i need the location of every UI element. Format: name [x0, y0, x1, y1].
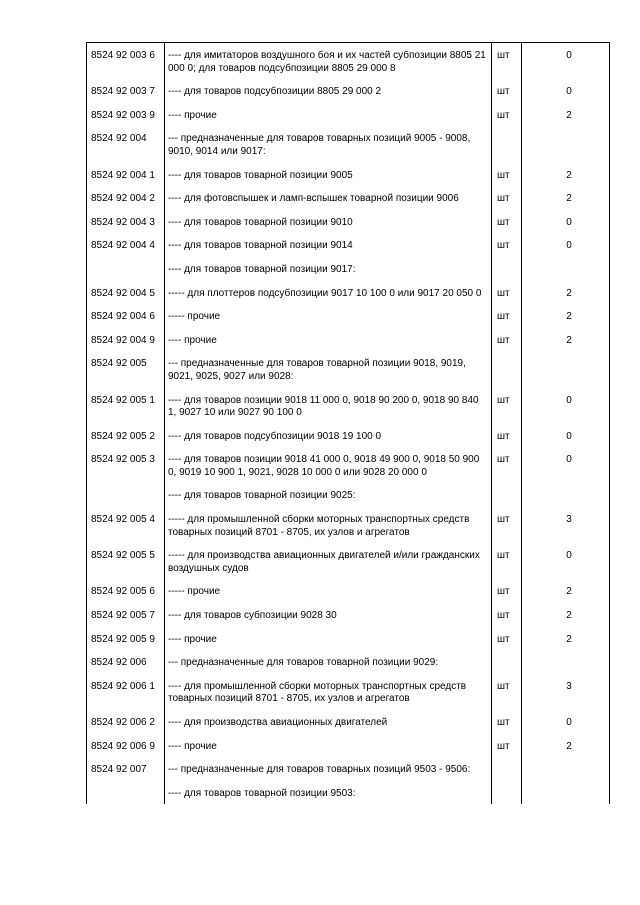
- tariff-code-cell: 8524 92 004 4: [87, 233, 165, 257]
- tariff-code-cell: 8524 92 006 1: [87, 674, 165, 710]
- tariff-code-cell: 8524 92 005 1: [87, 388, 165, 424]
- duty-rate-cell: [522, 650, 610, 674]
- table-row: [87, 186, 610, 210]
- duty-rate-cell: 2: [522, 734, 610, 758]
- table-row: [87, 233, 610, 257]
- table-row: [87, 627, 610, 651]
- table-row: [87, 757, 610, 781]
- tariff-code-cell: 8524 92 004: [87, 126, 165, 162]
- duty-rate-cell: [522, 781, 610, 805]
- unit-cell: [492, 483, 522, 507]
- tariff-code-cell: [87, 781, 165, 805]
- description-cell: ---- для товаров товарной позиции 9017:: [165, 257, 492, 281]
- duty-rate-cell: 2: [522, 328, 610, 352]
- tariff-table-body: [87, 43, 610, 805]
- duty-rate-cell: 0: [522, 79, 610, 103]
- tariff-code-cell: 8524 92 005 7: [87, 603, 165, 627]
- unit-cell: шт: [492, 603, 522, 627]
- unit-cell: шт: [492, 424, 522, 448]
- duty-rate-cell: [522, 483, 610, 507]
- unit-cell: шт: [492, 627, 522, 651]
- description-cell: ---- для имитаторов воздушного боя и их частей субпозиции 8805 21 000 0; для товаров подсубпозиции 8805 29 000 8: [165, 43, 492, 80]
- description-cell: ---- прочие: [165, 328, 492, 352]
- tariff-code-cell: [87, 257, 165, 281]
- description-cell: ---- прочие: [165, 627, 492, 651]
- duty-rate-cell: 2: [522, 603, 610, 627]
- table-row: [87, 351, 610, 387]
- tariff-code-cell: 8524 92 004 6: [87, 304, 165, 328]
- table-row: [87, 126, 610, 162]
- tariff-code-cell: 8524 92 005 3: [87, 447, 165, 483]
- unit-cell: шт: [492, 447, 522, 483]
- table-row: [87, 281, 610, 305]
- description-cell: ----- для плоттеров подсубпозиции 9017 10 100 0 или 9017 20 050 0: [165, 281, 492, 305]
- unit-cell: шт: [492, 543, 522, 579]
- unit-cell: [492, 650, 522, 674]
- description-cell: ---- для фотовспышек и ламп-вспышек товарной позиции 9006: [165, 186, 492, 210]
- description-cell: --- предназначенные для товаров товарных позиций 9005 - 9008, 9010, 9014 или 9017:: [165, 126, 492, 162]
- table-row: [87, 257, 610, 281]
- tariff-code-cell: 8524 92 004 3: [87, 210, 165, 234]
- unit-cell: шт: [492, 79, 522, 103]
- description-cell: ---- для товаров позиции 9018 11 000 0, 9018 90 200 0, 9018 90 840 1, 9027 10 или 9027 90 100 0: [165, 388, 492, 424]
- unit-cell: шт: [492, 281, 522, 305]
- description-cell: ----- для промышленной сборки моторных транспортных средств товарных позиций 8701 - 8705, их узлов и агрегатов: [165, 507, 492, 543]
- tariff-code-cell: 8524 92 005 6: [87, 579, 165, 603]
- tariff-code-cell: 8524 92 005 5: [87, 543, 165, 579]
- duty-rate-cell: 0: [522, 447, 610, 483]
- description-cell: --- предназначенные для товаров товарной позиции 9029:: [165, 650, 492, 674]
- duty-rate-cell: [522, 757, 610, 781]
- unit-cell: [492, 351, 522, 387]
- tariff-code-cell: 8524 92 006 2: [87, 710, 165, 734]
- tariff-code-cell: 8524 92 005: [87, 351, 165, 387]
- duty-rate-cell: 0: [522, 210, 610, 234]
- unit-cell: шт: [492, 674, 522, 710]
- tariff-code-cell: [87, 483, 165, 507]
- tariff-code-cell: 8524 92 005 9: [87, 627, 165, 651]
- tariff-code-cell: 8524 92 005 2: [87, 424, 165, 448]
- unit-cell: шт: [492, 304, 522, 328]
- table-row: [87, 210, 610, 234]
- description-cell: ---- для товаров товарной позиции 9503:: [165, 781, 492, 805]
- duty-rate-cell: 2: [522, 281, 610, 305]
- description-cell: ---- для товаров товарной позиции 9010: [165, 210, 492, 234]
- table-row: [87, 674, 610, 710]
- duty-rate-cell: 3: [522, 674, 610, 710]
- description-cell: ----- прочие: [165, 304, 492, 328]
- tariff-code-cell: 8524 92 005 4: [87, 507, 165, 543]
- duty-rate-cell: 2: [522, 579, 610, 603]
- duty-rate-cell: 0: [522, 710, 610, 734]
- tariff-code-cell: 8524 92 006 9: [87, 734, 165, 758]
- description-cell: ---- для товаров подсубпозиции 8805 29 000 2: [165, 79, 492, 103]
- table-row: [87, 483, 610, 507]
- description-cell: ---- для товаров подсубпозиции 9018 19 100 0: [165, 424, 492, 448]
- unit-cell: шт: [492, 186, 522, 210]
- description-cell: ---- прочие: [165, 734, 492, 758]
- table-row: [87, 603, 610, 627]
- description-cell: ---- для товаров позиции 9018 41 000 0, 9018 49 900 0, 9018 50 900 0, 9019 10 900 1, 9021, 9028 10 000 0 или 9028 20 000 0: [165, 447, 492, 483]
- duty-rate-cell: [522, 351, 610, 387]
- unit-cell: шт: [492, 579, 522, 603]
- unit-cell: шт: [492, 388, 522, 424]
- duty-rate-cell: 0: [522, 43, 610, 80]
- description-cell: ---- для производства авиационных двигателей: [165, 710, 492, 734]
- unit-cell: [492, 757, 522, 781]
- duty-rate-cell: 2: [522, 163, 610, 187]
- table-row: [87, 781, 610, 805]
- table-row: [87, 579, 610, 603]
- unit-cell: шт: [492, 734, 522, 758]
- description-cell: --- предназначенные для товаров товарных позиций 9503 - 9506:: [165, 757, 492, 781]
- table-row: [87, 163, 610, 187]
- description-cell: ---- для товаров субпозиции 9028 30: [165, 603, 492, 627]
- table-row: [87, 304, 610, 328]
- duty-rate-cell: 0: [522, 543, 610, 579]
- duty-rate-cell: 3: [522, 507, 610, 543]
- unit-cell: шт: [492, 328, 522, 352]
- tariff-code-cell: 8524 92 004 2: [87, 186, 165, 210]
- description-cell: ---- для промышленной сборки моторных транспортных средств товарных позиций 8701 - 8705, их узлов и агрегатов: [165, 674, 492, 710]
- duty-rate-cell: 2: [522, 186, 610, 210]
- table-row: [87, 328, 610, 352]
- table-row: [87, 650, 610, 674]
- tariff-code-cell: 8524 92 004 9: [87, 328, 165, 352]
- tariff-code-cell: 8524 92 006: [87, 650, 165, 674]
- duty-rate-cell: [522, 257, 610, 281]
- table-row: [87, 79, 610, 103]
- description-cell: ---- прочие: [165, 103, 492, 127]
- unit-cell: шт: [492, 710, 522, 734]
- table-row: [87, 103, 610, 127]
- unit-cell: [492, 126, 522, 162]
- unit-cell: шт: [492, 233, 522, 257]
- description-cell: ---- для товаров товарной позиции 9005: [165, 163, 492, 187]
- unit-cell: шт: [492, 43, 522, 80]
- tariff-code-cell: 8524 92 007: [87, 757, 165, 781]
- description-cell: ---- для товаров товарной позиции 9014: [165, 233, 492, 257]
- table-row: [87, 424, 610, 448]
- description-cell: ----- для производства авиационных двигателей и/или гражданских воздушных судов: [165, 543, 492, 579]
- table-row: [87, 710, 610, 734]
- unit-cell: шт: [492, 103, 522, 127]
- unit-cell: шт: [492, 163, 522, 187]
- table-row: [87, 543, 610, 579]
- tariff-table: [86, 42, 610, 804]
- table-row: [87, 734, 610, 758]
- tariff-code-cell: 8524 92 003 9: [87, 103, 165, 127]
- duty-rate-cell: 2: [522, 627, 610, 651]
- unit-cell: шт: [492, 210, 522, 234]
- duty-rate-cell: 2: [522, 103, 610, 127]
- duty-rate-cell: 2: [522, 304, 610, 328]
- unit-cell: [492, 781, 522, 805]
- table-row: [87, 43, 610, 80]
- unit-cell: шт: [492, 507, 522, 543]
- duty-rate-cell: 0: [522, 424, 610, 448]
- duty-rate-cell: [522, 126, 610, 162]
- description-cell: ----- прочие: [165, 579, 492, 603]
- description-cell: ---- для товаров товарной позиции 9025:: [165, 483, 492, 507]
- table-row: [87, 388, 610, 424]
- table-row: [87, 507, 610, 543]
- tariff-code-cell: 8524 92 003 7: [87, 79, 165, 103]
- duty-rate-cell: 0: [522, 233, 610, 257]
- tariff-code-cell: 8524 92 004 5: [87, 281, 165, 305]
- description-cell: --- предназначенные для товаров товарной позиции 9018, 9019, 9021, 9025, 9027 или 9028:: [165, 351, 492, 387]
- unit-cell: [492, 257, 522, 281]
- tariff-code-cell: 8524 92 004 1: [87, 163, 165, 187]
- table-row: [87, 447, 610, 483]
- duty-rate-cell: 0: [522, 388, 610, 424]
- tariff-code-cell: 8524 92 003 6: [87, 43, 165, 80]
